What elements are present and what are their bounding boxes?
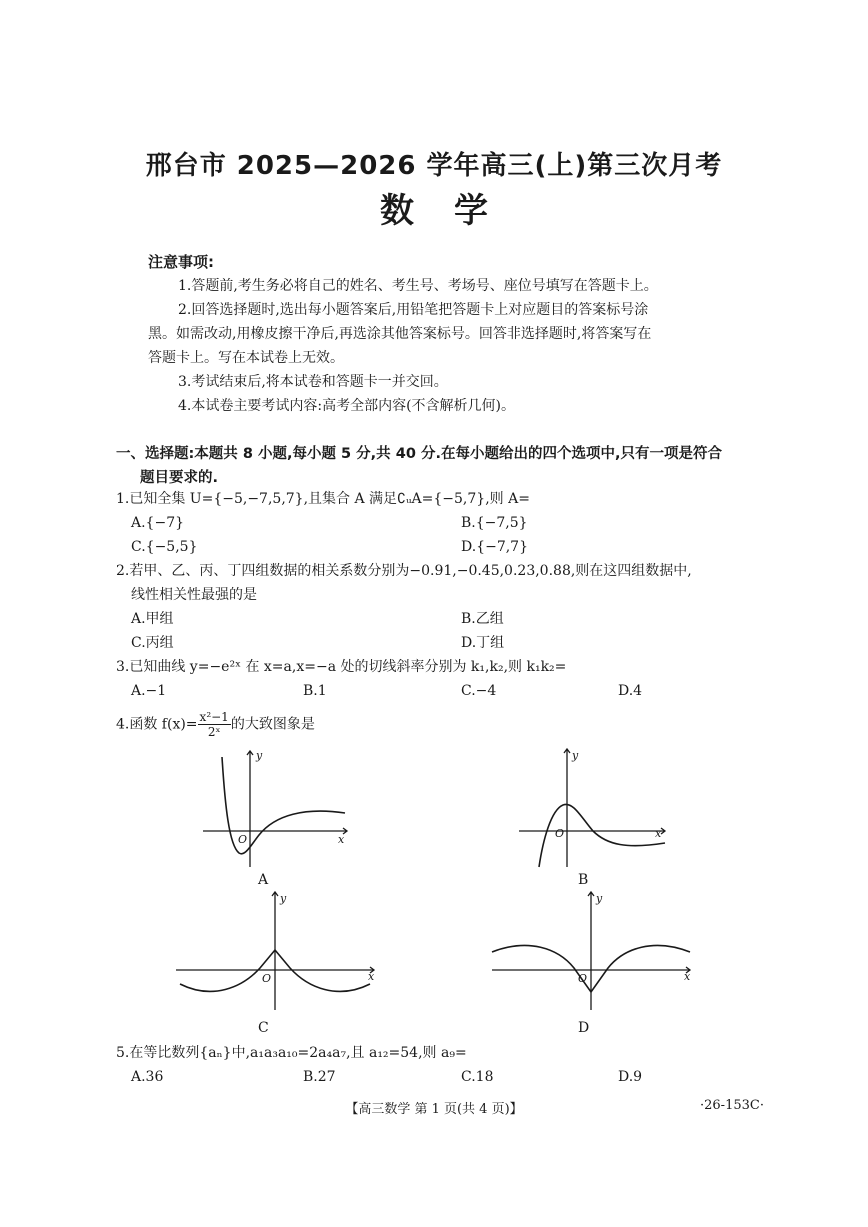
- notice-line-2: 2.回答选择题时,选出每小题答案后,用铅笔把答题卡上对应题目的答案标号涂: [178, 302, 649, 318]
- graph-a-y-label: y: [256, 749, 263, 762]
- q1-option-a: A.{−7}: [131, 515, 185, 531]
- graph-c-x-label: x: [368, 970, 375, 983]
- q1-option-c: C.{−5,5}: [131, 539, 198, 555]
- graph-b: [515, 745, 675, 870]
- q3-option-c: C.−4: [461, 683, 497, 699]
- graph-d: [488, 888, 698, 1013]
- graph-d-x-label: x: [684, 970, 691, 983]
- q4-stem-prefix: 4.函数 f(x)=: [116, 716, 198, 733]
- q4-fraction: [198, 710, 231, 739]
- paper-code: ·26-153C·: [700, 1098, 764, 1113]
- graph-b-x-label: x: [655, 827, 662, 840]
- graph-a-x-label: x: [338, 833, 345, 846]
- q2-stem: 2.若甲、乙、丙、丁四组数据的相关系数分别为−0.91,−0.45,0.23,0.88,则在这四组数据中,: [116, 563, 692, 579]
- q4-stem-suffix: 的大致图象是: [230, 716, 315, 733]
- q4-fraction-denominator: 2ˣ: [207, 725, 221, 739]
- page-footer: 【高三数学 第 1 页(共 4 页)】: [345, 1102, 523, 1117]
- notice-heading: 注意事项:: [148, 253, 214, 271]
- graph-c-y-label: y: [280, 892, 287, 905]
- graph-b-origin: O: [555, 827, 565, 840]
- notice-line-5: 3.考试结束后,将本试卷和答题卡一并交回。: [178, 374, 448, 390]
- q1-option-d: D.{−7,7}: [461, 539, 528, 555]
- notice-line-4: 答题卡上。写在本试卷上无效。: [148, 350, 344, 366]
- q5-stem: 5.在等比数列{aₙ}中,a₁a₃a₁₀=2a₄a₇,且 a₁₂=54,则 a₉=: [116, 1045, 467, 1061]
- graph-c: [172, 888, 382, 1013]
- q3-option-d: D.4: [618, 683, 643, 699]
- notice-line-6: 4.本试卷主要考试内容:高考全部内容(不含解析几何)。: [178, 398, 515, 414]
- graph-a-origin: O: [238, 833, 248, 846]
- subject-title: 数学: [380, 191, 528, 231]
- exam-title: 邢台市 2025—2026 学年高三(上)第三次月考: [145, 151, 723, 181]
- q2-option-b: B.乙组: [461, 611, 504, 627]
- q3-option-a: A.−1: [131, 683, 167, 699]
- q5-option-d: D.9: [618, 1069, 643, 1085]
- q1-option-b: B.{−7,5}: [461, 515, 528, 531]
- q4-fraction-numerator: x²−1: [199, 710, 229, 724]
- graph-c-label: C: [258, 1020, 269, 1036]
- q2-option-c: C.丙组: [131, 635, 174, 651]
- notice-line-1: 1.答题前,考生务必将自己的姓名、考生号、考场号、座位号填写在答题卡上。: [178, 278, 658, 294]
- section-heading-cont: 题目要求的.: [140, 470, 219, 486]
- graph-a-label: A: [258, 872, 269, 888]
- q5-option-b: B.27: [303, 1069, 336, 1085]
- q5-option-a: A.36: [131, 1069, 164, 1085]
- graph-d-y-label: y: [596, 892, 603, 905]
- graph-b-label: B: [578, 872, 589, 888]
- graph-b-y-label: y: [572, 749, 579, 762]
- q3-stem: 3.已知曲线 y=−e²ˣ 在 x=a,x=−a 处的切线斜率分别为 k₁,k₂,则 k₁k₂=: [116, 659, 567, 675]
- q2-option-a: A.甲组: [131, 611, 174, 627]
- q2-stem-cont: 线性相关性最强的是: [131, 587, 257, 603]
- q4-stem: [116, 710, 315, 739]
- q2-option-d: D.丁组: [461, 635, 505, 651]
- q5-option-c: C.18: [461, 1069, 494, 1085]
- q1-stem: 1.已知全集 U={−5,−7,5,7},且集合 A 满足∁ᵤA={−5,7},则 A=: [116, 491, 530, 507]
- notice-line-3: 黑。如需改动,用橡皮擦干净后,再选涂其他答案标号。回答非选择题时,将答案写在: [148, 326, 652, 342]
- graph-a: [195, 745, 355, 870]
- graph-d-label: D: [578, 1020, 590, 1036]
- graph-c-origin: O: [262, 972, 272, 985]
- q3-option-b: B.1: [303, 683, 327, 699]
- section-heading: 一、选择题:本题共 8 小题,每小题 5 分,共 40 分.在每小题给出的四个选项中,只有一项是符合: [116, 446, 722, 462]
- graph-d-origin: O: [578, 972, 588, 985]
